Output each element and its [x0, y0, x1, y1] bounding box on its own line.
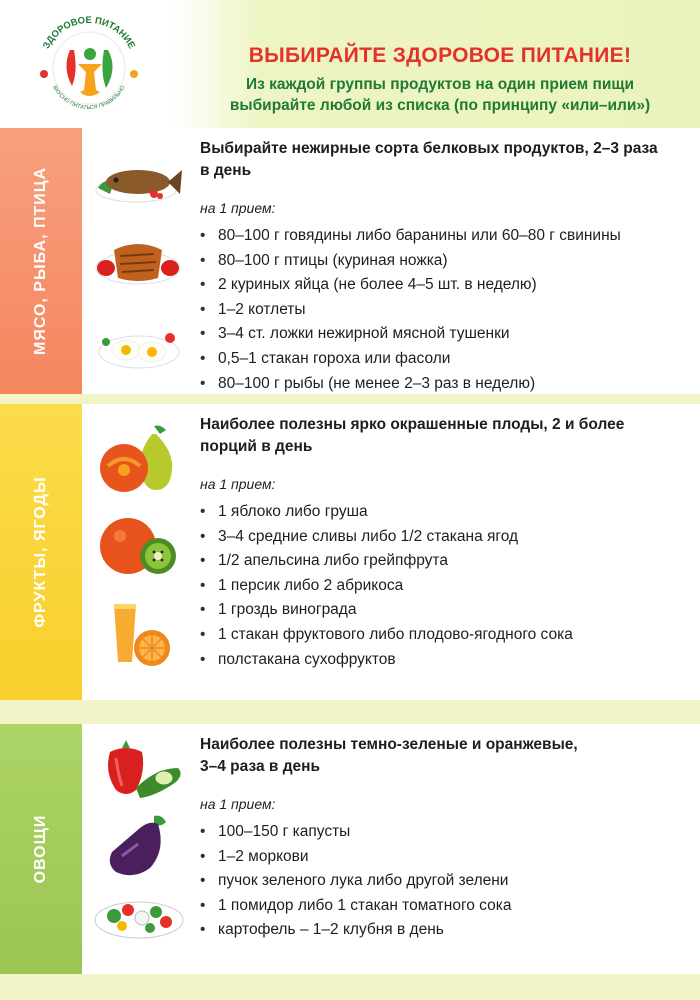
- section-title-meat-line-1: Выбирайте нежирные сорта белковых продуктов, 2–3 раза: [200, 140, 658, 157]
- list-item: • 0,5–1 стакан гороха или фасоли: [200, 347, 688, 372]
- peach-pear-icon: [94, 422, 184, 494]
- pepper-cucumber-icon: [96, 738, 186, 800]
- panel-fruits: [82, 404, 700, 700]
- list-item: • 1 яблоко либо груша: [200, 500, 688, 525]
- list-item: • пучок зеленого лука либо другой зелени: [200, 869, 688, 894]
- salad-icon: [92, 892, 186, 942]
- list-item: • 3–4 средние сливы либо 1/2 стакана ягод: [200, 525, 688, 550]
- list-item: • 1–2 моркови: [200, 845, 688, 870]
- section-title-fruits: [200, 414, 688, 458]
- logo-top-text: ЗДОРОВОЕ ПИТАНИЕ: [40, 14, 138, 51]
- list-item: • 1/2 апельсина либо грейпфрута: [200, 549, 688, 574]
- list-item: • 1 гроздь винограда: [200, 598, 688, 623]
- fish-icon: [90, 148, 186, 208]
- items-list-vegetables: [200, 820, 688, 943]
- section-title-meat: [200, 138, 688, 182]
- logo-bottom-text: ВКУСНО ПИТАТЬСЯ ПРАВИЛЬНО: [51, 84, 127, 112]
- side-band-meat: [0, 128, 82, 394]
- section-label-fruits: ФРУКТЫ, ЯГОДЫ: [32, 476, 49, 628]
- list-item: • 80–100 г говядины либо баранины или 60–80 г свинины: [200, 224, 688, 249]
- list-item: • картофель – 1–2 клубня в день: [200, 918, 688, 943]
- panel-meat: [82, 128, 700, 394]
- section-label-vegetables: ОВОЩИ: [32, 814, 49, 884]
- list-item: • 1 персик либо 2 абрикоса: [200, 574, 688, 599]
- list-item: • 3–4 ст. ложки нежирной мясной тушенки: [200, 322, 688, 347]
- items-list-fruits: [200, 500, 688, 672]
- section-title-vegetables-line-2: 3–4 раза в день: [200, 758, 321, 775]
- section-label-meat: МЯСО, РЫБА, ПТИЦА: [32, 166, 49, 356]
- side-band-fruits: [0, 404, 82, 700]
- side-band-vegetables: [0, 724, 82, 974]
- page-title: ВЫБИРАЙТЕ ЗДОРОВОЕ ПИТАНИЕ!: [248, 44, 632, 67]
- list-item: • 1 стакан фруктового либо плодово-ягодного сока: [200, 623, 688, 648]
- grilled-chicken-icon: [92, 232, 184, 288]
- section-title-vegetables: [200, 734, 688, 778]
- per-meal-label-vegetables: на 1 прием:: [200, 796, 276, 812]
- list-item: • 1–2 котлеты: [200, 298, 688, 323]
- section-title-fruits-line-1: Наиболее полезны ярко окрашенные плоды, 2 и более: [200, 416, 625, 433]
- items-list-meat: [200, 224, 688, 396]
- list-item: • 80–100 г птицы (куриная ножка): [200, 249, 688, 274]
- per-meal-label-meat: на 1 прием:: [200, 200, 276, 216]
- per-meal-label-fruits: на 1 прием:: [200, 476, 276, 492]
- fried-eggs-icon: [96, 324, 182, 372]
- section-fruits: [0, 404, 700, 700]
- juice-icon: [106, 600, 176, 670]
- list-item: • полстакана сухофруктов: [200, 648, 688, 673]
- subtitle-line-1: Из каждой группы продуктов на один прием пищи: [245, 76, 635, 93]
- header: [0, 0, 700, 128]
- list-item: • 80–100 г рыбы (не менее 2–3 раз в неделю): [200, 372, 688, 397]
- subtitle-line-2: выбирайте любой из списка (по принципу «или–или»): [229, 97, 651, 114]
- section-title-fruits-line-2: порций в день: [200, 438, 313, 455]
- section-meat: [0, 128, 700, 394]
- section-title-meat-line-2: в день: [200, 162, 252, 179]
- list-item: • 1 помидор либо 1 стакан томатного сока: [200, 894, 688, 919]
- healthy-eating-logo-icon: [30, 12, 148, 120]
- list-item: • 2 куриных яйца (не более 4–5 шт. в неделю): [200, 273, 688, 298]
- page-subtitle: [190, 74, 690, 116]
- panel-vegetables: [82, 724, 700, 974]
- section-vegetables: [0, 724, 700, 974]
- list-item: • 100–150 г капусты: [200, 820, 688, 845]
- orange-kiwi-icon: [96, 514, 184, 580]
- eggplant-icon: [100, 810, 180, 882]
- section-title-vegetables-line-1: Наиболее полезны темно-зеленые и оранжевые,: [200, 736, 578, 753]
